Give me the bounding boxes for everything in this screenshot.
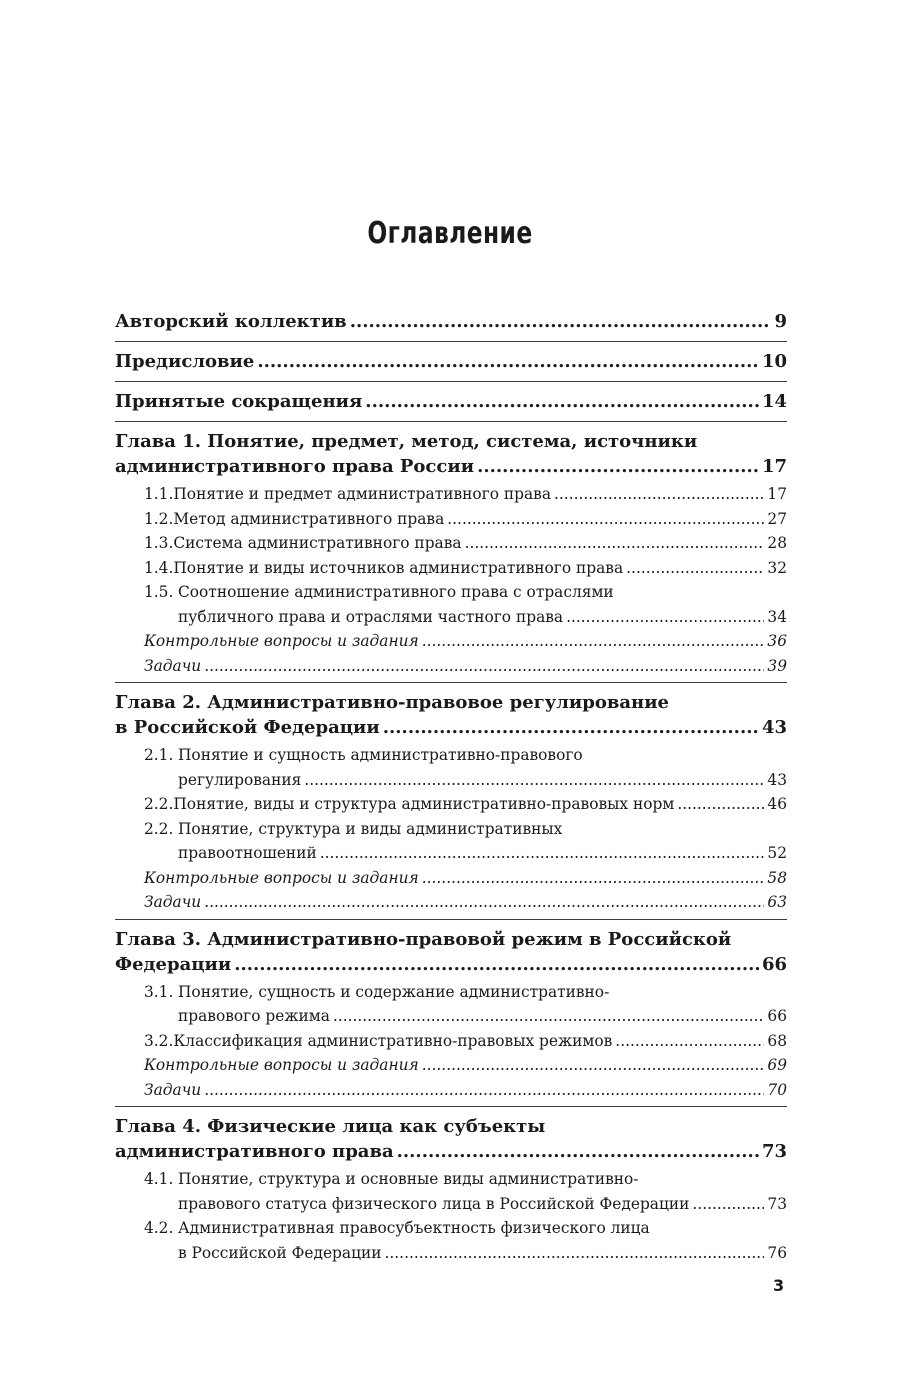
toc-page-number: 43 — [761, 717, 787, 738]
toc-entry-line — [144, 629, 787, 654]
toc-page-number: 9 — [774, 311, 787, 332]
toc-entry-line — [144, 1241, 787, 1266]
toc-entry-title-line: Глава 3. Административно-правовой режим в Российской — [115, 928, 732, 950]
toc-entry-title: Авторский коллектив — [115, 311, 347, 332]
toc-page-number: 70 — [767, 1080, 787, 1099]
dot-leader — [692, 1192, 764, 1217]
dot-leader — [422, 1053, 765, 1078]
toc-entry-title: Задачи — [144, 1080, 202, 1099]
toc-page-number: 73 — [767, 1194, 787, 1213]
toc-page-number: 63 — [767, 893, 787, 911]
dot-leader — [304, 768, 764, 793]
toc-section-number: 1.1. — [144, 485, 174, 503]
toc-section-number: 4.1. — [144, 1170, 174, 1188]
toc-entry-line — [115, 952, 787, 977]
toc-section-entry — [115, 792, 787, 817]
toc-entry-title: Контрольные вопросы и задания — [144, 868, 419, 887]
toc-page-number: 68 — [767, 1031, 787, 1050]
toc-entry-title: правового статуса физического лица в Российской Федерации — [178, 1194, 690, 1213]
toc-extra-entry — [115, 1053, 787, 1078]
toc-section-number: 2.2. — [144, 795, 174, 813]
page-title: Оглавление — [367, 216, 533, 251]
toc-entry-line — [144, 1192, 787, 1217]
toc-section-number: 1.3. — [144, 534, 174, 552]
toc-entry-title-line: Понятие, сущность и содержание административно- — [178, 982, 610, 1001]
toc-entry-title: регулирования — [178, 770, 302, 789]
toc-entry-title: Контрольные вопросы и задания — [144, 1056, 419, 1074]
toc-entry-title: правоотношений — [178, 844, 317, 862]
toc-page-number: 39 — [767, 656, 787, 675]
toc-entry-line — [144, 1004, 787, 1029]
toc-entry-title-line: Глава 2. Административно-правовое регулирование — [115, 692, 670, 713]
section-divider — [115, 1106, 787, 1107]
toc-page-number: 43 — [767, 770, 787, 789]
dot-leader — [320, 841, 765, 866]
dot-leader — [333, 1004, 765, 1029]
toc-entry-title: административного права России — [115, 456, 475, 477]
toc-page-number: 14 — [761, 391, 787, 412]
dot-leader — [385, 1241, 765, 1266]
toc-entry-line — [115, 454, 787, 479]
toc-entry-line — [115, 715, 787, 740]
toc-entry-line — [144, 654, 787, 679]
toc-section-number: 3.1. — [144, 982, 174, 1001]
toc-entry-line — [144, 1029, 787, 1054]
toc-chapter-entry — [115, 347, 787, 377]
toc-entry-line — [115, 349, 787, 374]
toc-entry-title-line: Административная правосубъектность физического лица — [178, 1219, 650, 1237]
toc-entry-line — [144, 841, 787, 866]
toc-section-entry — [115, 507, 787, 532]
toc-section-number: 2.2. — [144, 819, 174, 838]
toc-page-number: 17 — [767, 485, 787, 503]
toc-extra-entry — [115, 1078, 787, 1103]
toc-entry-title-line: Глава 4. Физические лица как субъекты — [115, 1116, 546, 1137]
toc-entry-title: Понятие и предмет административного права — [173, 485, 552, 503]
toc-entry-title: Понятие, виды и структура административно-правовых норм — [173, 795, 675, 813]
toc-entry-title-line: Понятие, структура и основные виды административно- — [178, 1170, 639, 1188]
dot-leader — [257, 349, 759, 374]
toc-page-number: 27 — [767, 509, 787, 528]
toc-page-number: 28 — [767, 534, 787, 552]
dot-leader — [477, 454, 759, 479]
toc-page-number: 73 — [761, 1141, 787, 1162]
toc-page-number: 10 — [761, 351, 787, 372]
section-divider — [115, 341, 787, 342]
toc-entry-title: Понятие и виды источников административного права — [173, 558, 624, 577]
toc-page-number: 66 — [767, 1007, 787, 1025]
dot-leader — [615, 1029, 764, 1054]
toc-entry-line — [144, 605, 787, 630]
dot-leader — [447, 507, 764, 532]
toc-page-number: 58 — [767, 868, 787, 887]
toc-entry-title-line: Понятие, структура и виды административных — [178, 819, 563, 838]
toc-page-number: 17 — [761, 456, 787, 477]
page-number: 3 — [773, 1276, 785, 1295]
toc-entry-title: административного права — [115, 1141, 394, 1162]
toc-section-entry — [115, 980, 787, 1029]
toc-chapter-entry — [115, 427, 787, 482]
toc-section-number: 4.2. — [144, 1219, 174, 1237]
toc-entry-line — [144, 792, 787, 817]
dot-leader — [422, 629, 765, 654]
toc-entry-title-line: Соотношение административного права с отраслями — [178, 583, 614, 601]
dot-leader — [383, 715, 759, 740]
toc-entry-line — [115, 1139, 787, 1164]
toc-entry-title: публичного права и отраслями частного права — [178, 607, 564, 626]
toc-entry-line — [115, 389, 787, 414]
dot-leader — [554, 482, 764, 507]
toc-entry-title: в Российской Федерации — [178, 1243, 382, 1262]
toc-section-entry — [115, 1029, 787, 1054]
toc-entry-title: Федерации — [115, 953, 232, 975]
dot-leader — [422, 866, 765, 891]
toc-entry-line — [144, 1053, 787, 1078]
toc-entry-title: в Российской Федерации — [115, 717, 380, 738]
toc-entry-title: Принятые сокращения — [115, 391, 363, 412]
table-of-contents — [115, 307, 787, 1265]
toc-chapter-entry — [115, 1112, 787, 1167]
toc-page-number: 46 — [767, 795, 787, 813]
dot-leader — [204, 654, 764, 679]
toc-section-entry — [115, 556, 787, 581]
toc-chapter-entry — [115, 925, 787, 980]
toc-page-number: 34 — [767, 607, 787, 626]
dot-leader — [677, 792, 764, 817]
toc-page-number: 76 — [767, 1243, 787, 1262]
toc-entry-title: Метод административного права — [173, 509, 445, 528]
toc-section-number: 1.5. — [144, 583, 174, 601]
toc-section-entry — [115, 482, 787, 507]
toc-page-number: 69 — [767, 1056, 787, 1074]
toc-page-number: 66 — [761, 953, 787, 975]
toc-entry-line — [144, 482, 787, 507]
toc-extra-entry — [115, 629, 787, 654]
toc-entry-line — [144, 768, 787, 793]
toc-extra-entry — [115, 890, 787, 915]
toc-entry-title: правового режима — [178, 1007, 330, 1025]
toc-section-number: 3.2. — [144, 1031, 174, 1050]
dot-leader — [626, 556, 764, 581]
toc-section-entry — [115, 580, 787, 629]
toc-section-entry — [115, 531, 787, 556]
toc-entry-title-line: Глава 1. Понятие, предмет, метод, система, источники — [115, 431, 698, 452]
dot-leader — [465, 531, 765, 556]
dot-leader — [350, 309, 772, 334]
toc-page-number: 32 — [767, 558, 787, 577]
toc-section-number: 1.4. — [144, 558, 174, 577]
toc-entry-line — [115, 309, 787, 334]
dot-leader — [204, 1078, 764, 1103]
toc-section-number: 1.2. — [144, 509, 174, 528]
toc-entry-line — [144, 556, 787, 581]
section-divider — [115, 682, 787, 683]
dot-leader — [566, 605, 764, 630]
toc-extra-entry — [115, 866, 787, 891]
toc-extra-entry — [115, 654, 787, 679]
toc-entry-title: Система административного права — [173, 534, 462, 552]
toc-section-entry — [115, 1167, 787, 1216]
toc-entry-title: Контрольные вопросы и задания — [144, 632, 419, 650]
toc-entry-title: Классификация административно-правовых режимов — [173, 1031, 613, 1050]
toc-entry-title: Предисловие — [115, 351, 255, 372]
toc-page-number: 52 — [767, 844, 787, 862]
toc-section-entry — [115, 743, 787, 792]
dot-leader — [204, 890, 764, 915]
toc-chapter-entry — [115, 307, 787, 337]
section-divider — [115, 919, 787, 920]
dot-leader — [365, 389, 759, 414]
toc-entry-line — [144, 866, 787, 891]
toc-entry-line — [144, 507, 787, 532]
dot-leader — [234, 952, 759, 977]
toc-entry-title: Задачи — [144, 893, 202, 911]
toc-section-number: 2.1. — [144, 746, 174, 764]
toc-chapter-entry — [115, 387, 787, 417]
toc-entry-line — [144, 531, 787, 556]
toc-section-entry — [115, 817, 787, 866]
toc-page-number: 36 — [767, 632, 787, 650]
toc-chapter-entry — [115, 688, 787, 743]
toc-entry-line — [144, 890, 787, 915]
section-divider — [115, 421, 787, 422]
toc-section-entry — [115, 1216, 787, 1265]
dot-leader — [397, 1139, 759, 1164]
section-divider — [115, 381, 787, 382]
toc-entry-line — [144, 1078, 787, 1103]
toc-entry-title: Задачи — [144, 656, 202, 675]
toc-entry-title-line: Понятие и сущность административно-правового — [178, 746, 583, 764]
